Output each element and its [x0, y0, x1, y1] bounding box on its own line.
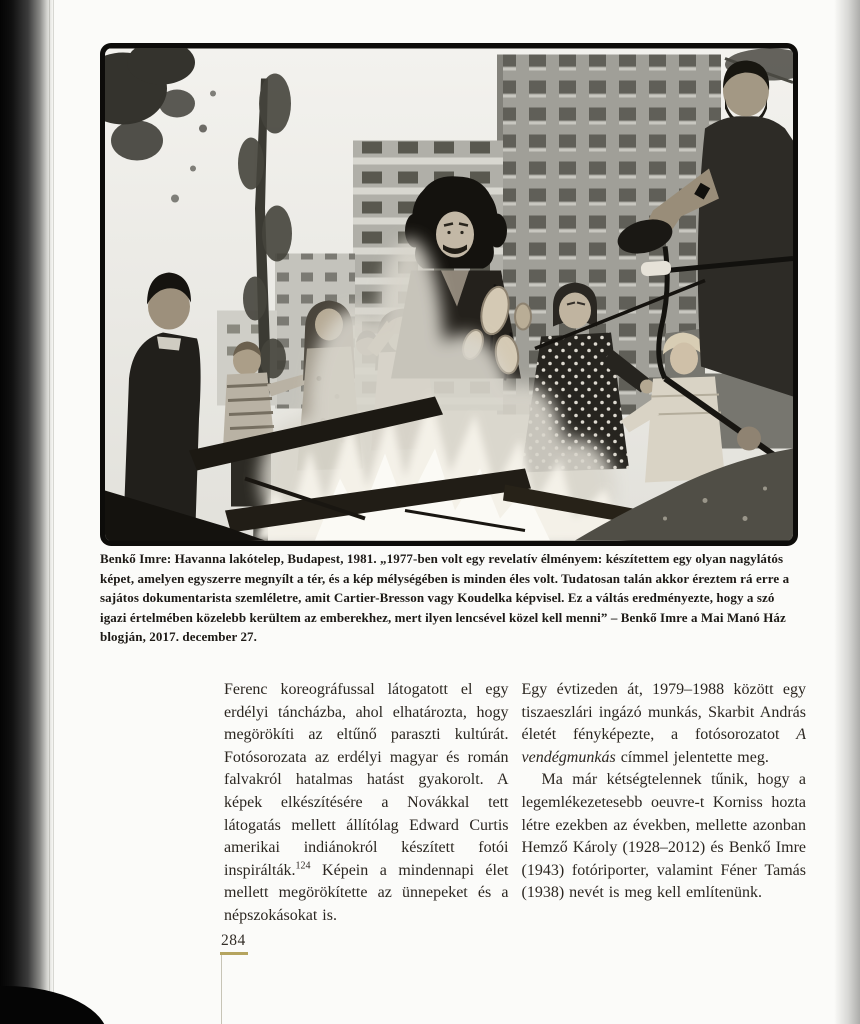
footnote-reference-124: 124 — [295, 860, 311, 872]
right-paragraph-text-2: címmel jelentette meg. — [615, 748, 769, 766]
body-column-right — [522, 679, 807, 928]
photograph-illustration — [105, 48, 793, 541]
book-spine-shadow — [0, 0, 54, 1024]
right-paragraph-text-1: Egy évtizeden át, 1979–1988 között egy tiszaeszlári ingázó munkás, Skarbit András életét fényképezte, a fotósorozatot — [521, 681, 806, 744]
page-right-edge-shade — [834, 0, 860, 1024]
photograph-frame — [100, 43, 798, 546]
page-number: 284 — [221, 932, 246, 949]
page-edge-lines — [47, 0, 56, 1024]
paragraph-left — [224, 679, 509, 928]
body-column-left — [224, 679, 509, 928]
bottom-left-corner-shadow — [0, 986, 108, 1024]
paragraph-right-1 — [522, 679, 807, 769]
body-text-columns — [224, 679, 806, 928]
photo-caption: Benkő Imre: Havanna lakótelep, Budapest, 1981. „1977-ben volt egy revelatív élményem: készítettem egy olyan nagylátós képet, amelyen egyszerre megnyílt a tér, és a kép mélységében is minden éles volt. Tudatosan talán akkor éreztem rá erre a sajátos dokumentarista szemléletre, amit Cartier-Bresson vagy Koudelka képvisel. Ez a váltás eredményezte, hogy a szó igazi értelmében közelebb kerültem az emberekhez, mert ilyen lencsével közel kell menni” – Benkő Imre a Mai Manó Ház blogján, 2017. december 27. — [100, 551, 790, 644]
paragraph-right-2: Ma már kétségtelennek tűnik, hogy a legemlékezetesebb oeuvre-t Korniss hozta létre ezekben az években, mellette azonban Hemző Károly (1928–2012) és Benkő Imre (1943) fotóriporter, valamint Féner Tamás (1938) nevét is meg kell említenünk. — [521, 771, 806, 902]
left-paragraph-text-2: Képein a mindennapi élet mellett megörökítette az ünnepeket és a népszokásokat is. — [224, 861, 509, 924]
page-number-accent-rule — [220, 952, 248, 955]
left-paragraph-text-1: Ferenc koreográfussal látogatott el egy erdélyi táncházba, ahol elhatározta, hogy megörökíti az eltűnő paraszti kultúrát. Fotósorozata az erdélyi magyar és román falvakról hatalmas hatást gyakorolt. A képek elkészítésére a Novákkal tett látogatás mellett állítólag Edward Curtis amerikai indiánokról készített fotói inspirálták. — [224, 681, 509, 879]
footer-vertical-rule — [221, 955, 222, 1024]
series-title-italic: A vendégmunkás — [521, 726, 806, 766]
